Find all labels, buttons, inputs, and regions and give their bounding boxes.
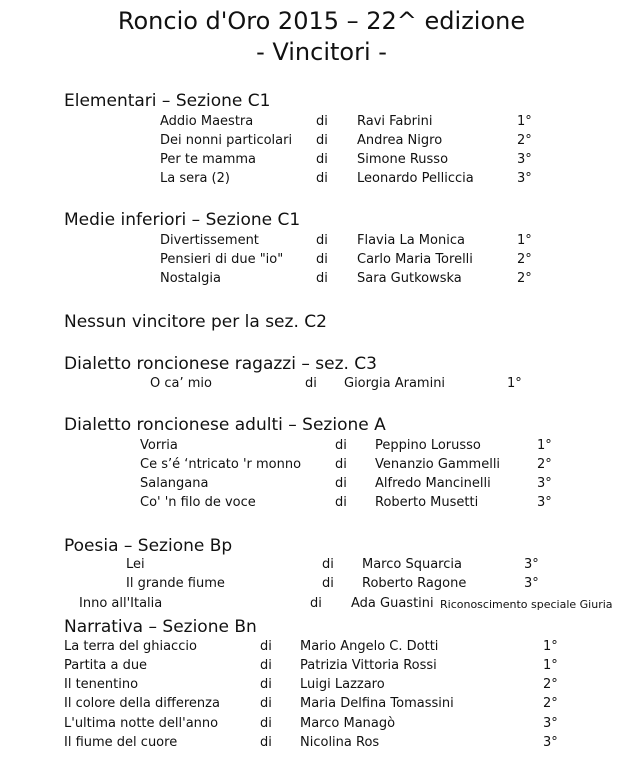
work-title: Ce s’é ‘ntricato 'r monno (140, 457, 302, 472)
special-recognition: Riconoscimento speciale Giuria (440, 598, 613, 611)
author-name: Leonardo Pelliccia (357, 171, 474, 186)
placement: 3° (517, 171, 532, 186)
author-name: Mario Angelo C. Dotti (300, 639, 439, 654)
work-title: Nostalgia (160, 271, 221, 286)
placement: 1° (543, 658, 558, 673)
placement: 1° (537, 438, 552, 453)
section-heading: Dialetto roncionese ragazzi – sez. C3 (64, 354, 377, 374)
author-name: Maria Delfina Tomassini (300, 696, 454, 711)
di-label: di (316, 252, 328, 267)
placement: 1° (517, 114, 532, 129)
placement: 3° (537, 495, 552, 510)
work-title: Divertissement (160, 233, 259, 248)
author-name: Peppino Lorusso (375, 438, 481, 453)
di-label: di (260, 677, 272, 692)
di-label: di (335, 495, 347, 510)
work-title: Il fiume del cuore (64, 735, 178, 750)
author-name: Carlo Maria Torelli (357, 252, 473, 267)
di-label: di (316, 133, 328, 148)
di-label: di (260, 639, 272, 654)
placement: 2° (543, 677, 558, 692)
work-title: Partita a due (64, 658, 148, 673)
placement: 3° (543, 735, 558, 750)
section-heading: Medie inferiori – Sezione C1 (64, 210, 301, 230)
page-title: Roncio d'Oro 2015 – 22^ edizione (117, 7, 526, 35)
author-name: Simone Russo (357, 152, 449, 167)
di-label: di (260, 735, 272, 750)
di-label: di (335, 457, 347, 472)
author-name: Patrizia Vittoria Rossi (300, 658, 437, 673)
section-heading: Narrativa – Sezione Bn (64, 617, 257, 637)
placement: 3° (537, 476, 552, 491)
di-label: di (316, 114, 328, 129)
placement: 3° (524, 576, 539, 591)
di-label: di (260, 716, 272, 731)
work-title: L'ultima notte dell'anno (64, 716, 219, 731)
author-name: Ravi Fabrini (357, 114, 433, 129)
placement: 2° (517, 271, 532, 286)
work-title: Co' 'n filo de voce (140, 495, 256, 510)
work-title: Lei (126, 557, 145, 572)
di-label: di (316, 233, 328, 248)
work-title: Addio Maestra (160, 114, 254, 129)
placement: 2° (543, 696, 558, 711)
author-name: Alfredo Mancinelli (375, 476, 491, 491)
placement: 2° (517, 252, 532, 267)
work-title: La terra del ghiaccio (64, 639, 197, 654)
work-title: Vorria (140, 438, 178, 453)
di-label: di (335, 438, 347, 453)
work-title: Inno all'Italia (79, 596, 163, 611)
author-name: Marco Squarcia (362, 557, 462, 572)
work-title: Salangana (140, 476, 209, 491)
work-title: La sera (2) (160, 171, 230, 186)
author-name: Flavia La Monica (357, 233, 465, 248)
section-heading: Elementari – Sezione C1 (64, 91, 271, 111)
placement: 2° (517, 133, 532, 148)
work-title: Pensieri di due "io" (160, 252, 284, 267)
section-heading: Poesia – Sezione Bp (64, 536, 233, 556)
author-name: Roberto Musetti (375, 495, 479, 510)
author-name: Andrea Nigro (357, 133, 443, 148)
placement: 1° (517, 233, 532, 248)
di-label: di (305, 376, 317, 391)
di-label: di (316, 152, 328, 167)
di-label: di (260, 658, 272, 673)
section-heading: Dialetto roncionese adulti – Sezione A (64, 415, 386, 435)
author-name: Luigi Lazzaro (300, 677, 385, 692)
placement: 1° (543, 639, 558, 654)
di-label: di (316, 271, 328, 286)
di-label: di (322, 576, 334, 591)
section-heading: Nessun vincitore per la sez. C2 (64, 312, 327, 332)
placement: 2° (537, 457, 552, 472)
author-name: Ada Guastini (351, 596, 434, 611)
work-title: Il grande fiume (126, 576, 225, 591)
author-name: Marco Managò (300, 716, 396, 731)
author-name: Nicolina Ros (300, 735, 380, 750)
page-subtitle: - Vincitori - (256, 38, 387, 66)
work-title: Il tenentino (64, 677, 139, 692)
author-name: Sara Gutkowska (357, 271, 462, 286)
author-name: Venanzio Gammelli (375, 457, 501, 472)
di-label: di (335, 476, 347, 491)
placement: 1° (507, 376, 522, 391)
di-label: di (322, 557, 334, 572)
di-label: di (310, 596, 322, 611)
work-title: Dei nonni particolari (160, 133, 293, 148)
author-name: Giorgia Aramini (344, 376, 446, 391)
placement: 3° (543, 716, 558, 731)
di-label: di (260, 696, 272, 711)
work-title: Il colore della differenza (64, 696, 220, 711)
author-name: Roberto Ragone (362, 576, 467, 591)
work-title: O ca’ mio (150, 376, 212, 391)
placement: 3° (524, 557, 539, 572)
placement: 3° (517, 152, 532, 167)
di-label: di (316, 171, 328, 186)
work-title: Per te mamma (160, 152, 257, 167)
